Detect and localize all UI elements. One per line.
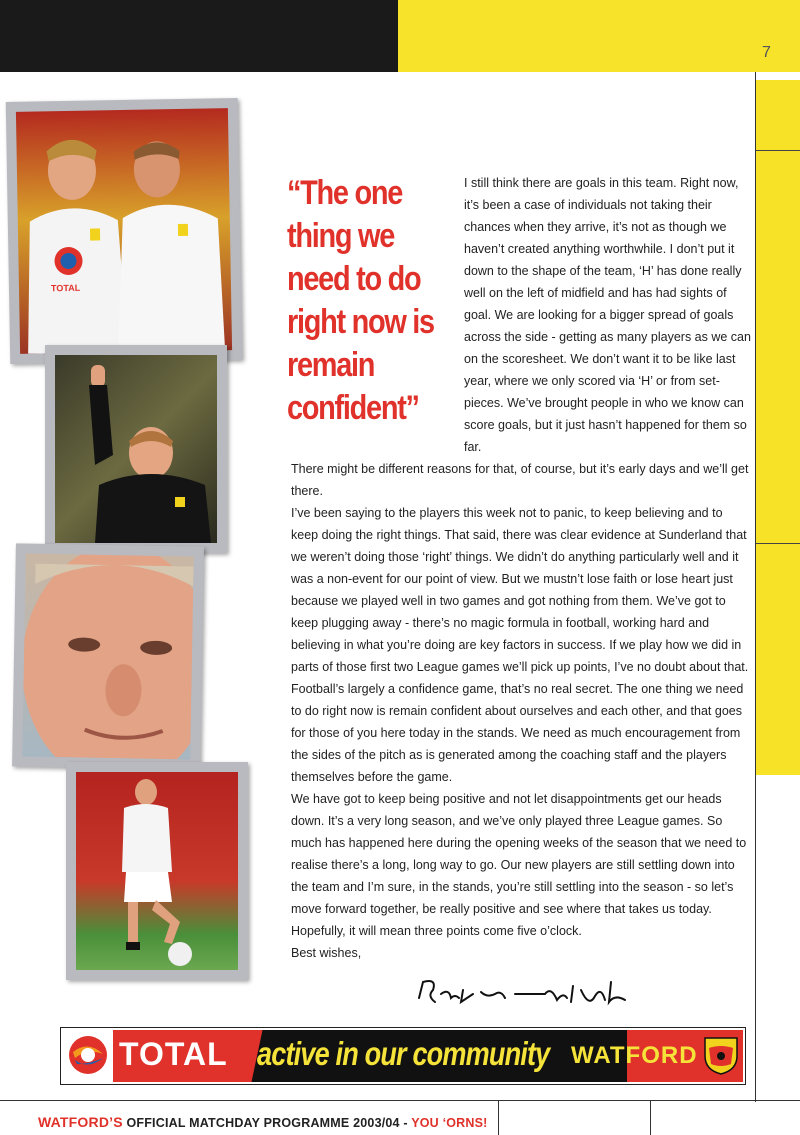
body-paragraph: Football’s largely a confidence game, that’s no real secret. The one thing we need to do right now is remain confident about ourselves and each other, and that goes for those of you here today in the stands. We need as much encouragement from the sides of the pitch as is generated among the coaching staff and the players themselves before the game. [291,682,744,784]
photo-face-closeup [12,543,204,769]
watford-crest-icon [703,1034,739,1076]
total-logo-icon [67,1034,109,1076]
body-paragraph: There might be different reasons for that, of course, but it’s early days and we’ll get there. [291,462,749,498]
pull-quote: “The one thing we need to do right now is remain confident” [287,174,434,427]
strip-divider [756,150,800,151]
body-paragraph: We have got to keep being positive and not let disappointments get our heads down. It’s a very long season, and we’ve only played three League games. So much has happened here during the opening weeks of the season that we need to realise there’s a long, long way to go. Our new players are still settling down into the team and I’m sure, in the stands, you’re still settling into the season - so let’s move forward together, be really positive and see where that takes us today. Hopefully, it will mean three points come five o’clock. [291,792,747,938]
watford-wordmark: WATFORD [571,1042,698,1069]
photo-celebrating-manager [45,345,227,553]
sponsor-banner [60,1027,746,1085]
yellow-side-strip [756,80,800,775]
footer-caption [38,1114,488,1130]
footer-club-name: WATFORD’S [38,1114,123,1130]
top-yellow-bar [398,0,800,72]
total-wordmark: TOTAL [119,1036,228,1072]
standing-manager-illustration [76,772,238,970]
sign-off: Best wishes, [291,946,362,960]
strip-divider [756,543,800,544]
manager-illustration [55,355,217,543]
column-paragraph [464,172,754,458]
photo-manager-on-pitch [66,762,248,980]
article-body [291,458,751,964]
top-black-bar [0,0,398,72]
handwritten-signature [415,968,635,1012]
footer-divider [650,1100,651,1135]
footer-rule [0,1100,800,1101]
footer-tagline: YOU ‘ORNS! [411,1116,488,1130]
coaches-illustration [16,108,232,354]
photo-two-coaches [6,98,243,364]
footer-programme-title: OFFICIAL MATCHDAY PROGRAMME 2003/04 - [126,1116,408,1130]
column-paragraph-text: I still think there are goals in this team. Right now, it’s been a case of individuals not taking their chances when they arrive, it’s not as though we haven’t created anything worthwhile. I don’t put it down to the shape of the team, ‘H’ has done really well on the left of midfield and has had sights of goal. We are looking for a bigger spread of goals across the side - getting as many players as we can on the scoresheet. We don’t want it to be like last year, where we only scored via ‘H’ or from set-pieces. We’ve brought people in who we know can score goals, but it just hasn’t happened for them so far. [464,176,751,454]
face-illustration [22,554,194,760]
body-paragraph: I’ve been saying to the players this week not to panic, to keep believing and to keep doing the right things. That said, there was clear evidence at Sunderland that we weren’t doing those ‘right’ things. We didn’t do anything particularly well and it was a non-event for our point of view. But we mustn’t lose faith or lose heart just because we played well in two games and got nothing from them. We’ve got to keep plugging away - there’s no magic formula in football, working hard and believing in what you’re doing are key factors in success. If we play how we did in parts of those first two League games we’ll pick up points, I’ve no doubt about that. [291,506,749,674]
community-slogan: active in our community [257,1035,550,1072]
shirt-sponsor-text: TOTAL [50,282,81,294]
footer-divider [498,1100,499,1135]
page-number: 7 [762,44,771,61]
